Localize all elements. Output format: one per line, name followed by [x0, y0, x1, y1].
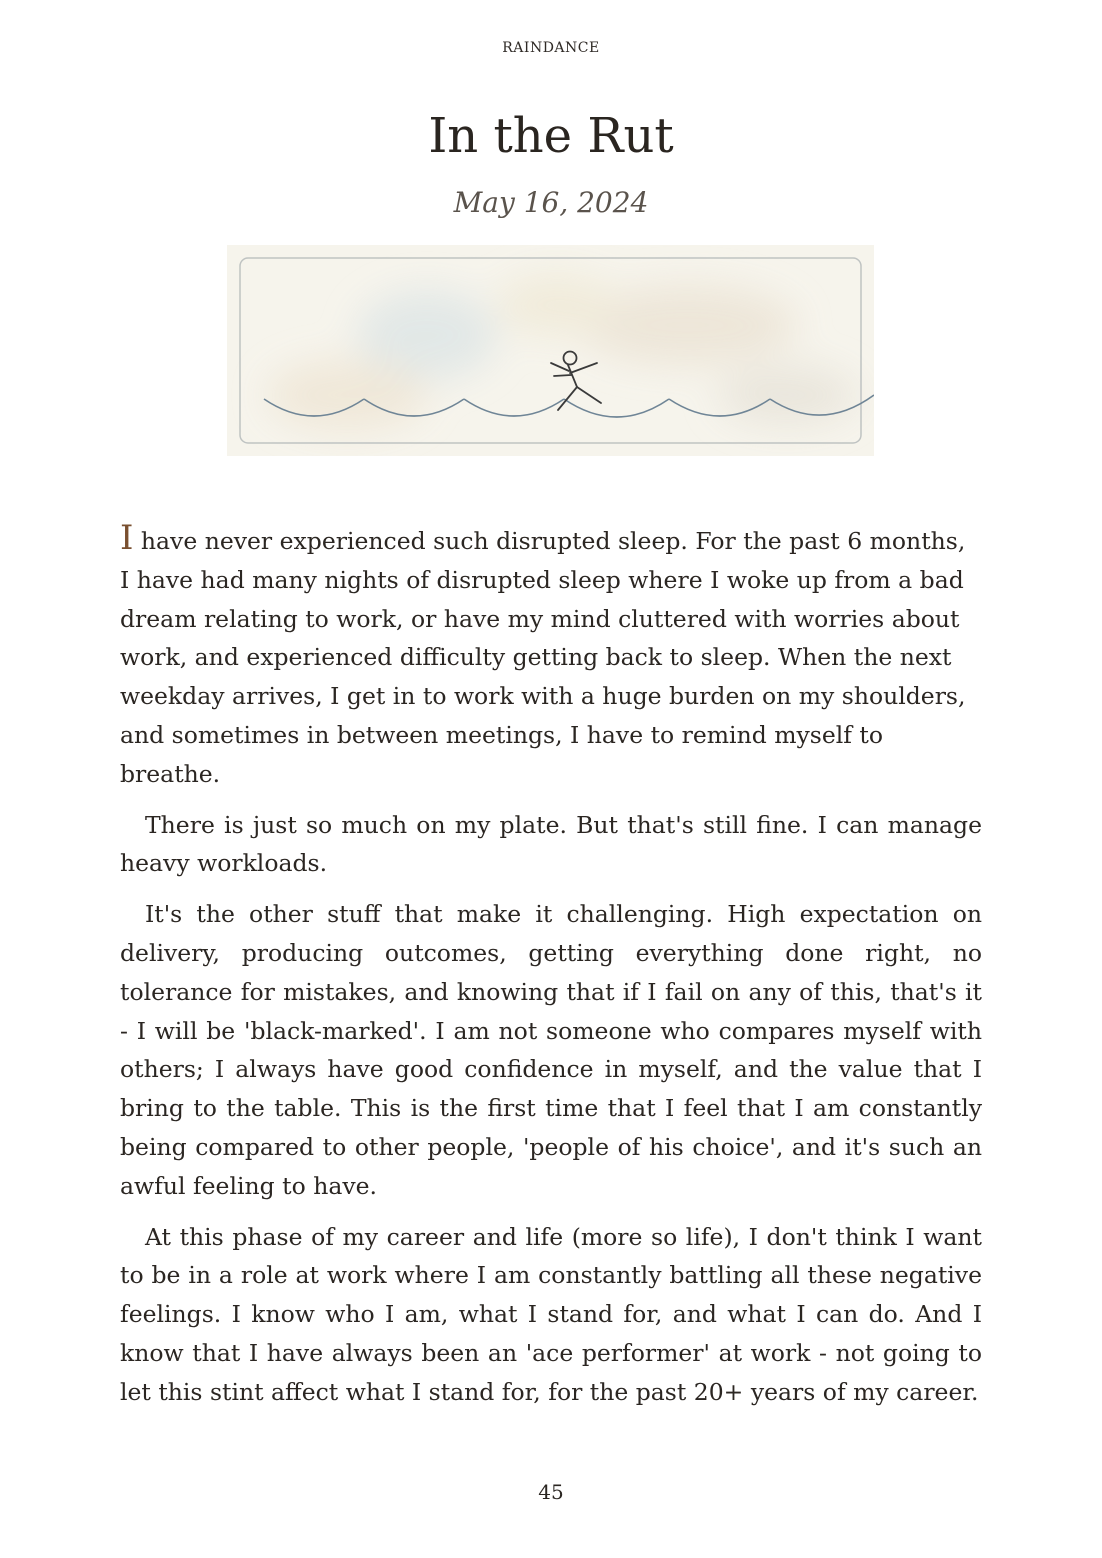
paragraph-2: There is just so much on my plate. But that's still fine. I can manage heavy workloads. — [120, 810, 982, 878]
page-number: 45 — [538, 1480, 564, 1504]
drop-cap: I — [120, 518, 134, 558]
journal-body — [120, 518, 982, 1424]
paragraph-4: At this phase of my career and life (more so life), I don't think I want to be in a role at work where I am constantly battling all these negative feelings. I know who I am, what I stand for, and what I can do. And I know that I have always been an 'ace performer' at work - not going to let this stint affect what I stand for, for the past 20+ years of my career. — [120, 1222, 982, 1406]
chapter-illustration — [227, 245, 874, 456]
page-title: In the Rut — [428, 108, 674, 164]
paragraph-3: It's the other stuff that make it challenging. High expectation on delivery, producing outcomes, getting everything done right, no tolerance for mistakes, and knowing that if I fail on any of this, that's it - I will be 'black-marked'. I am not someone who compares myself with others; I always have good confidence in myself, and the value that I bring to the table. This is the first time that I feel that I am constantly being compared to other people, 'people of his choice', and it's such an awful feeling to have. — [120, 900, 982, 1200]
paragraph-1-text: have never experienced such disrupted sleep. For the past 6 months, I have had many nights of disrupted sleep where I woke up from a bad dream relating to work, or have my mind cluttered with worries about work, and experienced difficulty getting back to sleep. When the next weekday arrives, I get in to work with a huge burden on my shoulders, and sometimes in between meetings, I have to remind myself to breathe. — [120, 527, 966, 788]
entry-date: May 16, 2024 — [453, 186, 649, 219]
paragraph-1 — [120, 518, 982, 794]
running-head: RAINDANCE — [502, 40, 600, 56]
